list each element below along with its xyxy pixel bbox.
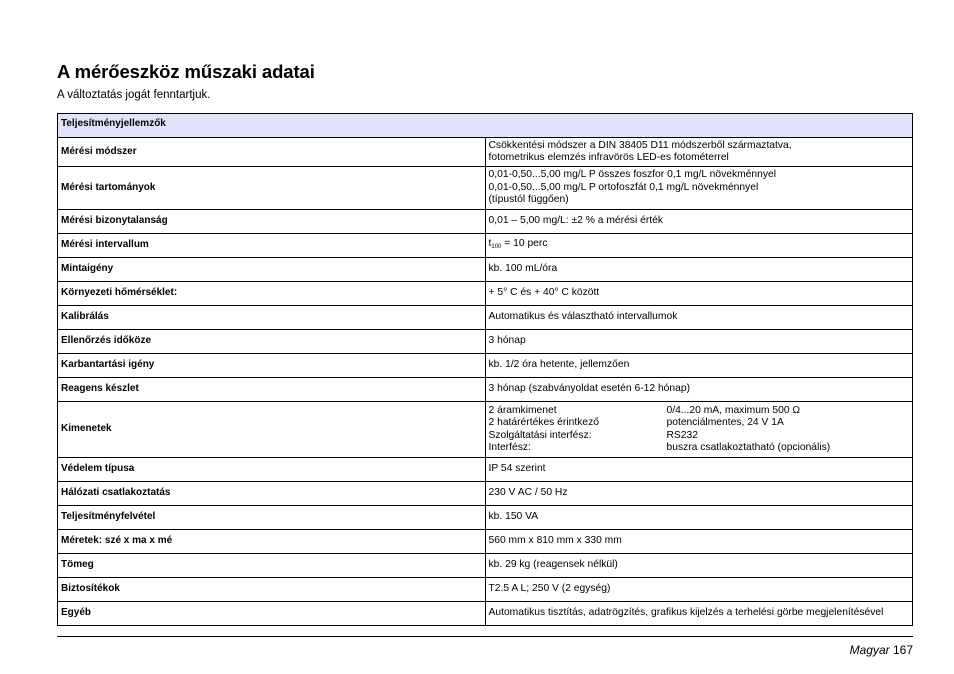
- interval-value: = 10 perc: [501, 237, 548, 249]
- row-label: Környezeti hőmérséklet:: [58, 282, 486, 306]
- output-pair: [489, 405, 910, 418]
- row-value: [485, 234, 913, 258]
- table-row: [58, 138, 913, 167]
- row-value: 3 hónap (szabványoldat esetén 6-12 hónap): [485, 378, 913, 402]
- table-row: [58, 210, 913, 234]
- table-row: [58, 602, 913, 626]
- table-row: [58, 482, 913, 506]
- value-line: Csökkentési módszer a DIN 38405 D11 módszerből származtatva,: [488, 139, 792, 151]
- row-label: Karbantartási igény: [58, 354, 486, 378]
- output-pair: [489, 417, 910, 430]
- row-label: Hálózati csatlakoztatás: [58, 482, 486, 506]
- row-label: Mintaigény: [58, 258, 486, 282]
- row-label: Tömeg: [58, 554, 486, 578]
- output-spec: 0/4...20 mA, maximum 500 Ω: [666, 404, 801, 416]
- row-label: Egyéb: [58, 602, 486, 626]
- output-spec: potenciálmentes, 24 V 1A: [666, 417, 784, 428]
- row-value: kb. 29 kg (reagensek nélkül): [485, 554, 913, 578]
- t-symbol: t: [488, 237, 492, 249]
- row-label: Mérési tartományok: [58, 167, 486, 210]
- row-value: 560 mm x 810 mm x 330 mm: [485, 530, 913, 554]
- row-label: Biztosítékok: [58, 578, 486, 602]
- row-value: kb. 150 VA: [485, 506, 913, 530]
- t-subscript: 100: [491, 243, 502, 250]
- table-row: [58, 458, 913, 482]
- output-name: 2 áramkimenet: [488, 404, 557, 416]
- row-value: Automatikus és választható intervallumok: [485, 306, 913, 330]
- row-value: T2.5 A L; 250 V (2 egység): [485, 578, 913, 602]
- table-header-cell: Teljesítményjellemzők: [58, 114, 913, 138]
- table-row: [58, 258, 913, 282]
- table-row: [58, 306, 913, 330]
- value-line: 0,01-0,50...5,00 mg/L P ortofoszfát 0,1 mg/L növekménnyel: [488, 181, 759, 193]
- row-label: Védelem típusa: [58, 458, 486, 482]
- row-value: kb. 1/2 óra hetente, jellemzően: [485, 354, 913, 378]
- row-value: [485, 402, 913, 458]
- output-pair: [489, 430, 910, 443]
- row-value: [485, 167, 913, 210]
- output-name: Interfész:: [488, 442, 531, 453]
- row-value: 0,01 – 5,00 mg/L: ±2 % a mérési érték: [485, 210, 913, 234]
- table-header-row: [58, 114, 913, 138]
- row-label: Kimenetek: [58, 402, 486, 458]
- row-value: 230 V AC / 50 Hz: [485, 482, 913, 506]
- output-spec: RS232: [666, 429, 698, 441]
- page-title: A mérőeszköz műszaki adatai: [57, 61, 315, 82]
- value-line: (típustól függően): [488, 194, 569, 206]
- table-row: [58, 506, 913, 530]
- table-row: [58, 167, 913, 210]
- row-label: Mérési módszer: [58, 138, 486, 167]
- row-value: Automatikus tisztítás, adatrögzítés, grafikus kijelzés a terhelési görbe megjelenítésével: [485, 602, 913, 626]
- row-value: 3 hónap: [485, 330, 913, 354]
- table-row: [58, 554, 913, 578]
- row-label: Méretek: szé x ma x mé: [58, 530, 486, 554]
- table-row: [58, 330, 913, 354]
- table-row: [58, 234, 913, 258]
- value-line: fotometrikus elemzés infravörös LED-es fotométerrel: [488, 152, 729, 163]
- row-label: Kalibrálás: [58, 306, 486, 330]
- table-row: [58, 402, 913, 458]
- table-row: [58, 578, 913, 602]
- output-name: Szolgáltatási interfész:: [488, 429, 592, 441]
- page-footer: [850, 643, 913, 657]
- table-row: [58, 282, 913, 306]
- table-row: [58, 354, 913, 378]
- row-label: Ellenőrzés időköze: [58, 330, 486, 354]
- specifications-table: [57, 113, 913, 626]
- page-subtitle: A változtatás jogát fenntartjuk.: [57, 89, 211, 101]
- footer-divider: [57, 636, 913, 637]
- row-label: Mérési intervallum: [58, 234, 486, 258]
- table-row: [58, 530, 913, 554]
- row-label: Reagens készlet: [58, 378, 486, 402]
- page-number: 167: [892, 643, 913, 657]
- row-value: kb. 100 mL/óra: [485, 258, 913, 282]
- output-spec: buszra csatlakoztatható (opcionális): [666, 442, 831, 453]
- row-value: [485, 138, 913, 167]
- row-value: + 5° C és + 40° C között: [485, 282, 913, 306]
- value-line: 0,01-0,50...5,00 mg/L P összes foszfor 0,1 mg/L növekménnyel: [488, 169, 777, 181]
- output-pair: [489, 442, 910, 455]
- footer-language: Magyar: [849, 643, 890, 657]
- output-name: 2 határértékes érintkező: [488, 417, 599, 428]
- table-row: [58, 378, 913, 402]
- row-label: Mérési bizonytalanság: [58, 210, 486, 234]
- row-label: Teljesítményfelvétel: [58, 506, 486, 530]
- row-value: IP 54 szerint: [485, 458, 913, 482]
